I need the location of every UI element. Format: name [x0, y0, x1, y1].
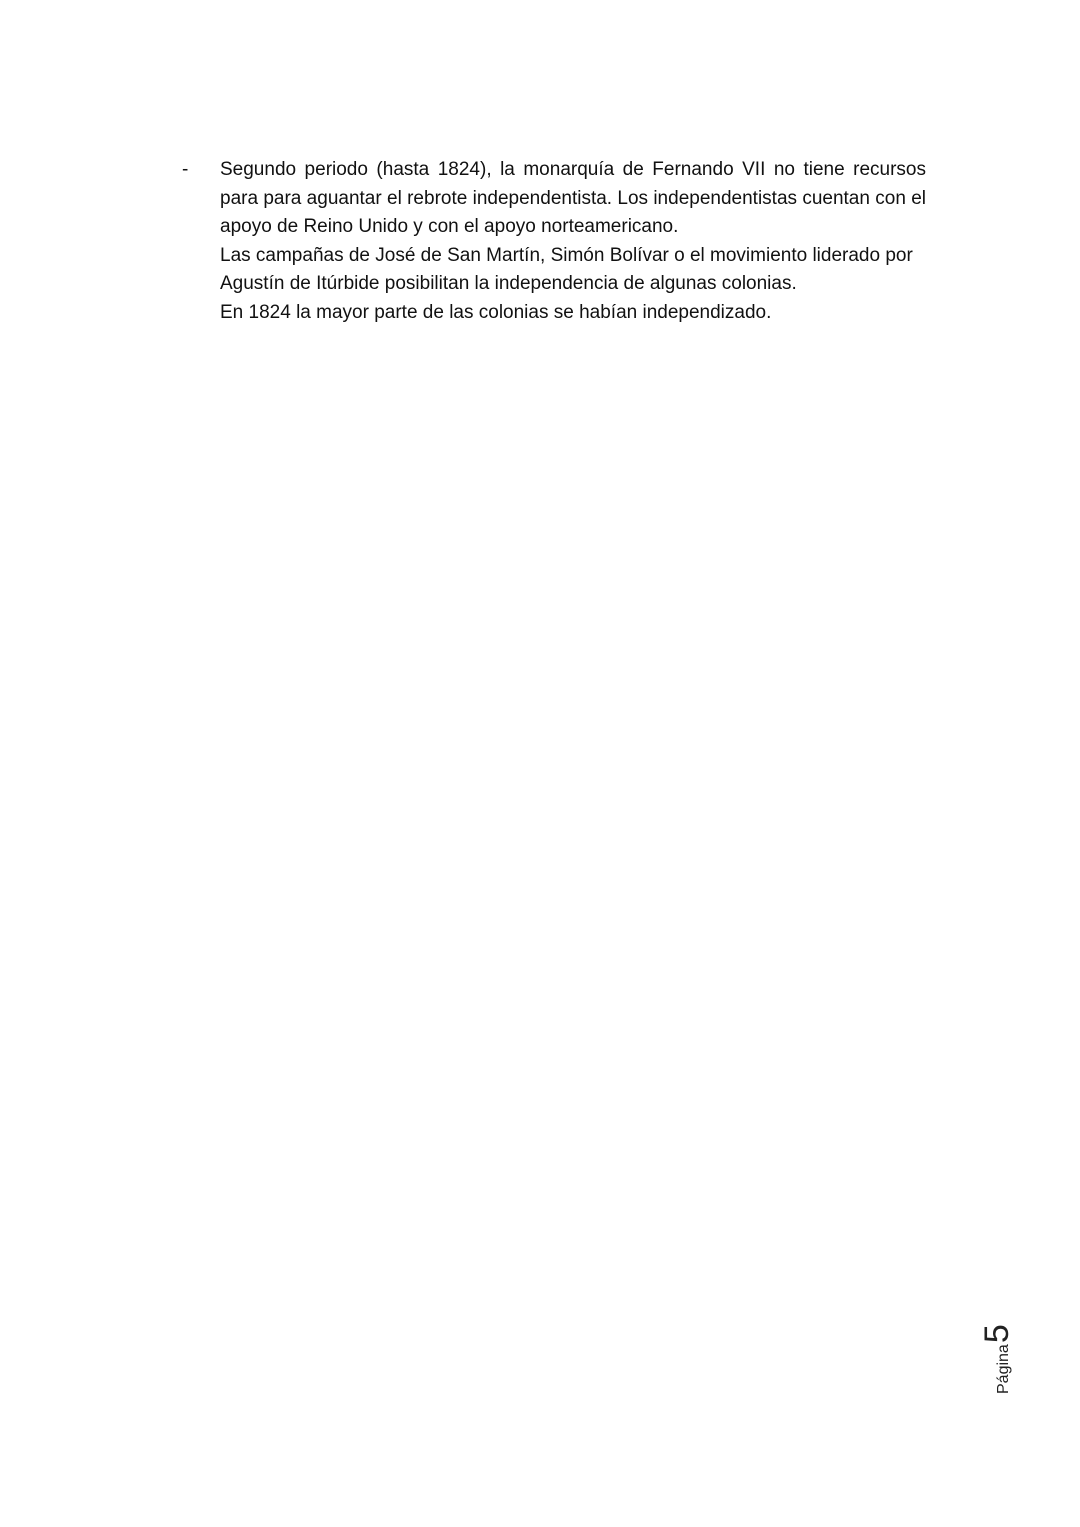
page-number-rotated: [980, 1324, 1014, 1394]
paragraph-second-period: Segundo periodo (hasta 1824), la monarquía de Fernando VII no tiene recursos para para aguantar el rebrote independentista. Los independentistas cuentan con el apoyo de Reino Unido y con el apoyo norteamericano.: [220, 159, 926, 237]
page-number: 5: [978, 1324, 1016, 1344]
page-number-footer: [980, 1318, 1030, 1398]
paragraph-campaigns: Las campañas de José de San Martín, Simón Bolívar o el movimiento liderado por Agustín de Itúrbide posibilitan la independencia de algunas colonias.: [220, 244, 913, 294]
bullet-body: [220, 156, 926, 327]
paragraph-1824: En 1824 la mayor parte de las colonias se habían independizado.: [220, 301, 772, 323]
page-label: Página: [995, 1344, 1012, 1394]
bullet-marker: -: [182, 159, 189, 180]
